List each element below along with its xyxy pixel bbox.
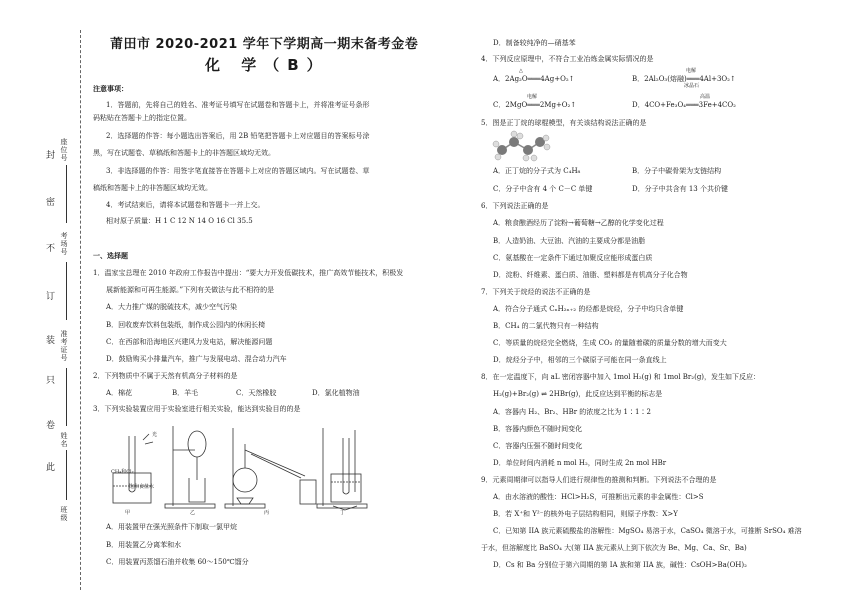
question-6-stem: 6．下列说法正确的是 [481, 202, 549, 210]
notice-line: 码粘贴在答题卡上的指定位置。 [93, 114, 191, 122]
q1-option-a: A．大力推广煤的脱硫技术，减少空气污染 [106, 303, 238, 311]
q6-option-a: A．粮食酿酒经历了淀粉→葡萄糖→乙醇的化学变化过程 [493, 219, 664, 227]
fill-line [66, 450, 67, 500]
exam-title: 莆田市 2020-2021 学年下学期高一期末备考金卷 [110, 37, 419, 52]
q1-option-c: C．在西部和沿海地区兴建风力发电站，解决能源问题 [106, 338, 273, 346]
q3-option-c: C．用装置丙蒸馏石油并收集 60～150℃馏分 [106, 558, 249, 566]
fill-line [66, 165, 67, 223]
question-8-stem: H₂(g)+Br₂(g) ⇌ 2HBr(g)，此反应达到平衡的标志是 [493, 390, 663, 398]
figure-caption-ding: 丁 [340, 510, 346, 516]
q7-option-a: A．符合分子通式 CₙH₂ₙ₊₂ 的烃都是烷烃，分子中均只含单键 [493, 305, 684, 313]
q6-option-b: B．人造奶油、大豆油、汽油的主要成分都是油脂 [493, 237, 646, 245]
notice-line: 3．非选择题的作答：用签字笔直接答在答题卡上对应的答题区域内。写在试题卷、草 [106, 167, 370, 175]
lab-apparatus-figure [105, 418, 375, 518]
notice-line: 黑，写在试题卷、草稿纸和答题卡上的非答题区域均无效。 [93, 149, 275, 157]
q5-option-b: B．分子中碳骨架为支链结构 [632, 167, 722, 175]
fill-line [66, 262, 67, 320]
question-2-stem: 2．下列物质中不属于天然有机高分子材料的是 [93, 372, 238, 380]
q2-option-b: B．羊毛 [172, 389, 199, 397]
admission-number-label: 准考证号 [60, 330, 68, 362]
figure-caption-jia: 甲 [125, 510, 131, 516]
apparatus-label: 饱和食盐水 [129, 484, 155, 490]
q3-option-b: B．用装置乙分离苯和水 [106, 541, 182, 549]
q3-option-d: D．制备较纯净的—硝基苯 [493, 39, 576, 47]
question-8-stem: 8．在一定温度下，向 aL 密闭容器中加入 1mol H₂(g) 和 1mol Br₂(g)，发生如下反应： [481, 373, 761, 381]
question-1-stem: 展新能源和可再生能源。”下列有关做法与此不相符的是 [106, 286, 275, 294]
q8-option-b: B．容器内颜色不随时间变化 [493, 425, 583, 433]
notice-heading: 注意事项： [93, 85, 128, 93]
q4-condition: 电解 [527, 94, 538, 100]
question-5-stem: 5．图是正丁烷的球棍模型，有关该结构说法正确的是 [481, 119, 647, 127]
q2-option-d: D．氯化植物油 [312, 389, 360, 397]
question-9-stem: 9．元素周期律可以指导人们进行规律性的推测和判断。下列说法不合理的是 [481, 476, 717, 484]
apparatus-label: CH₄和Cl₂ [111, 469, 134, 475]
q4-option-a: A．2Ag₂O═══4Ag+O₂↑ [493, 75, 575, 83]
notice-line: 1．答题前，先将自己的姓名、准考证号填写在试题卷和答题卡上，并将准考证号条形 [106, 101, 370, 109]
q4-option-b: B．2Al₂O₃(熔融)═══4Al+3O₂↑ [632, 75, 736, 83]
q4-condition: △ [519, 68, 523, 74]
notice-line: 2．选择题的作答：每小题选出答案后，用 2B 铅笔把答题卡上对应题目的答案标号涂 [106, 132, 370, 140]
figure-caption-bing: 丙 [264, 510, 270, 516]
margin-char: 卷 [46, 421, 56, 431]
figure-caption-yi: 乙 [190, 510, 196, 516]
q4-condition: 冰晶石 [684, 83, 700, 89]
class-label: 班级 [60, 506, 68, 522]
section-heading: 一、选择题 [93, 252, 128, 260]
q7-option-b: B．CH₄ 的二氯代物只有一种结构 [493, 322, 599, 330]
q3-option-a: A．用装置甲在强光照条件下制取一氯甲烷 [106, 523, 238, 531]
binding-dashed-line [80, 30, 81, 590]
seat-number-label: 座位号 [60, 138, 68, 162]
q9-option-a: A．由水溶液的酸性：HCl>H₂S，可推断出元素的非金属性：Cl>S [493, 493, 704, 501]
q5-option-c: C．分子中含有 4 个 C－C 单键 [493, 185, 593, 193]
name-label: 姓名 [60, 432, 68, 448]
q4-option-d: D．4CO+Fe₃O₄═══3Fe+4CO₂ [632, 101, 736, 109]
q1-option-b: B．回收废弃饮料包装纸，制作成公园内的休闲长椅 [106, 321, 266, 329]
margin-char: 此 [46, 463, 56, 473]
q5-option-a: A．正丁烷的分子式为 C₄H₈ [493, 167, 581, 175]
q4-condition: 高温 [700, 94, 711, 100]
q4-condition: 电解 [686, 68, 697, 74]
q8-option-c: C．容器内压强不随时间变化 [493, 442, 583, 450]
question-4-stem: 4．下列反应原理中，不符合工业冶炼金属实际情况的是 [481, 55, 654, 63]
q1-option-d: D．鼓励购买小排量汽车，推广与发展电动、混合动力汽车 [106, 355, 287, 363]
q8-option-d: D．单位时间内消耗 n mol H₂，同时生成 2n mol HBr [493, 459, 667, 467]
q2-option-a: A．棉花 [106, 389, 133, 397]
question-3-stem: 3．下列实验装置应用于实验室进行相关实验，能达到实验目的的是 [93, 405, 301, 413]
q9-option-d: D．Cs 和 Ba 分别位于第六周期的第 IA 族和第 IIA 族，碱性：CsOH>Ba(OH)₂ [493, 561, 747, 569]
q7-option-c: C．等质量的烷烃完全燃烧，生成 CO₂ 的量随着碳的质量分数的增大而变大 [493, 339, 727, 347]
margin-char: 装 [46, 336, 56, 346]
question-7-stem: 7．下列关于烷烃的说法不正确的是 [481, 288, 591, 296]
atomic-mass-line: 相对原子质量：H 1 C 12 N 14 O 16 Cl 35.5 [106, 217, 253, 225]
apparatus-label: 光 [152, 432, 158, 438]
butane-ball-stick-model [492, 130, 552, 162]
q4-option-c: C．2MgO═══2Mg+O₂↑ [493, 101, 577, 109]
q6-option-c: C．氨基酸在一定条件下通过加聚反应能形成蛋白质 [493, 254, 653, 262]
notice-line: 4．考试结束后，请将本试题卷和答题卡一并上交。 [106, 201, 265, 209]
fill-line [66, 368, 67, 426]
notice-line: 稿纸和答题卡上的非答题区域均无效。 [93, 184, 212, 192]
margin-char: 不 [46, 244, 56, 254]
q9-option-c: C．已知第 IIA 族元素硫酸盐的溶解性：MgSO₄ 易溶于水，CaSO₄ 微溶于水，可推断 SrSO₄ 难溶 [493, 527, 802, 535]
margin-char: 封 [46, 151, 56, 161]
q7-option-d: D．烷烃分子中，相邻的三个碳原子可能在同一条直线上 [493, 356, 667, 364]
q2-option-c: C．天然橡胶 [236, 389, 277, 397]
q6-option-d: D．淀粉、纤维素、蛋白质、油脂、塑料都是有机高分子化合物 [493, 271, 688, 279]
q9-option-c-cont: 于水，但溶解度比 BaSO₄ 大(第 IIA 族元素从上到下依次为 Be、Mg、Ca、Sr、Ba) [481, 544, 747, 552]
margin-char: 订 [46, 292, 56, 302]
margin-char: 密 [46, 198, 56, 208]
q8-option-a: A．容器内 H₂、Br₂、HBr 的浓度之比为 1∶1∶2 [493, 408, 651, 416]
q5-option-d: D．分子中共含有 13 个共价键 [632, 185, 728, 193]
question-1-stem: 1．温家宝总理在 2010 年政府工作报告中提出：“要大力开发低碳技术，推广高效节能技术，积极发 [93, 269, 404, 277]
margin-char: 只 [46, 376, 56, 386]
subject-title: 化 学（B） [205, 56, 330, 74]
exam-room-label: 考场号 [60, 232, 68, 256]
q9-option-b: B．若 X⁺和 Y²⁻的核外电子层结构相同，则原子序数：X>Y [493, 510, 678, 518]
